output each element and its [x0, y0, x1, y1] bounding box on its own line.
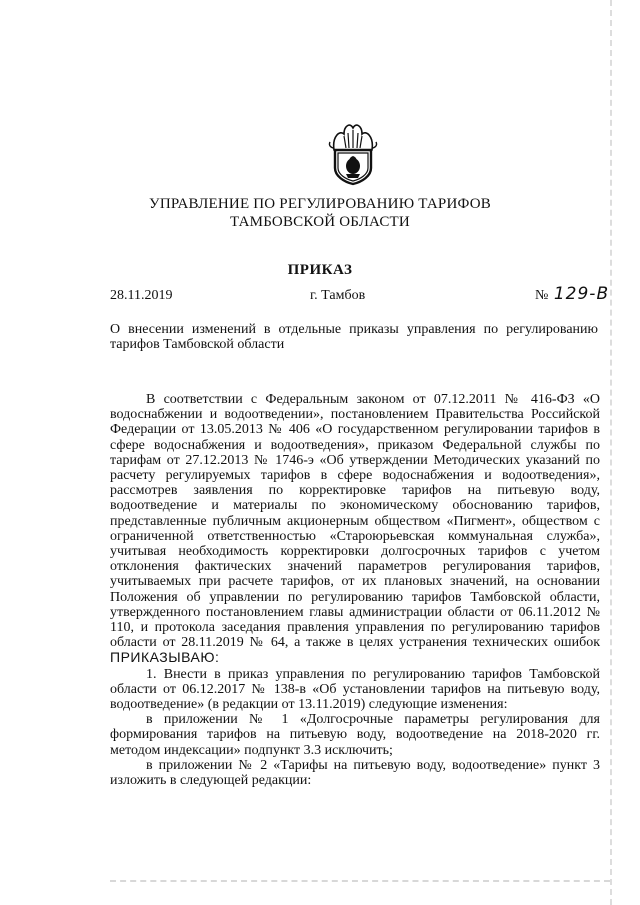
organization-title-line2: ТАМБОВСКОЙ ОБЛАСТИ	[230, 214, 410, 230]
organization-title	[0, 195, 640, 231]
document-date: 28.11.2019	[110, 288, 173, 303]
document-type-title: ПРИКАЗ	[287, 262, 353, 278]
scan-edge-right	[610, 0, 614, 905]
appendix-1-paragraph: в приложении № 1 «Долгосрочные параметры регулирования для формирования тарифов на питьевую воду, водоотведение на 2018-2020 гг. методом индексации» подпункт 3.3 исключить;	[110, 712, 600, 758]
organization-title-line1: УПРАВЛЕНИЕ ПО РЕГУЛИРОВАНИЮ ТАРИФОВ	[149, 196, 491, 212]
tambov-coat-of-arms-icon	[326, 112, 380, 186]
document-city: г. Тамбов	[310, 288, 366, 303]
preamble-text: В соответствии с Федеральным законом от 07.12.2011 № 416-ФЗ «О водоснабжении и водоотведении», постановлением Правительства Российской Федерации от 13.05.2013 № 406 «О государственном регулировании тарифов в сфере водоснабжения и водоотведения», приказом Федеральной службы по тарифам от 27.12.2013 № 1746-э «Об утверждении Методических указаний по расчету регулируемых тарифов в сфере водоснабжения и водоотведения», рассмотрев заявления по корректировке тарифов на питьевую воду, водоотведение и материалы по экономическому обоснованию тарифов, представленные публичным акционерным обществом «Пигмент», обществом с ограниченной ответственностью «Староюрьевская коммунальная служба», учитывая необходимость корректировки долгосрочных тарифов с учетом отклонения фактических значений параметров регулирования тарифов, учитываемых при расчете тарифов, от их плановых значений, на основании Положения об управлении по регулированию тарифов Тамбовской области, утвержденного постановлением главы администрации области от 06.11.2012 № 110, и протокола заседания правления управления по регулированию тарифов области от 28.11.2019 № 64, а также в целях устранения технических ошибок	[110, 392, 600, 651]
preamble-paragraph	[110, 392, 600, 667]
handwritten-number: 129-В	[553, 284, 610, 304]
document-number	[535, 284, 609, 304]
appendix-2-paragraph: в приложении № 2 «Тарифы на питьевую воду, водоотведение» пункт 3 изложить в следующей редакции:	[110, 757, 600, 789]
item-1-paragraph: 1. Внести в приказ управления по регулированию тарифов Тамбовской области от 06.12.2017 № 138-в «Об установлении тарифов на питьевую воду, водоотведение» (в редакции от 13.11.2019) следующие изменения:	[110, 666, 600, 713]
document-body	[110, 392, 600, 788]
scan-edge-bottom	[110, 880, 610, 884]
number-sign: №	[535, 288, 549, 303]
document-subject: О внесении изменений в отдельные приказы управления по регулированию тарифов Тамбовской области	[110, 322, 598, 352]
decree-word: ПРИКАЗЫВАЮ:	[110, 649, 220, 666]
